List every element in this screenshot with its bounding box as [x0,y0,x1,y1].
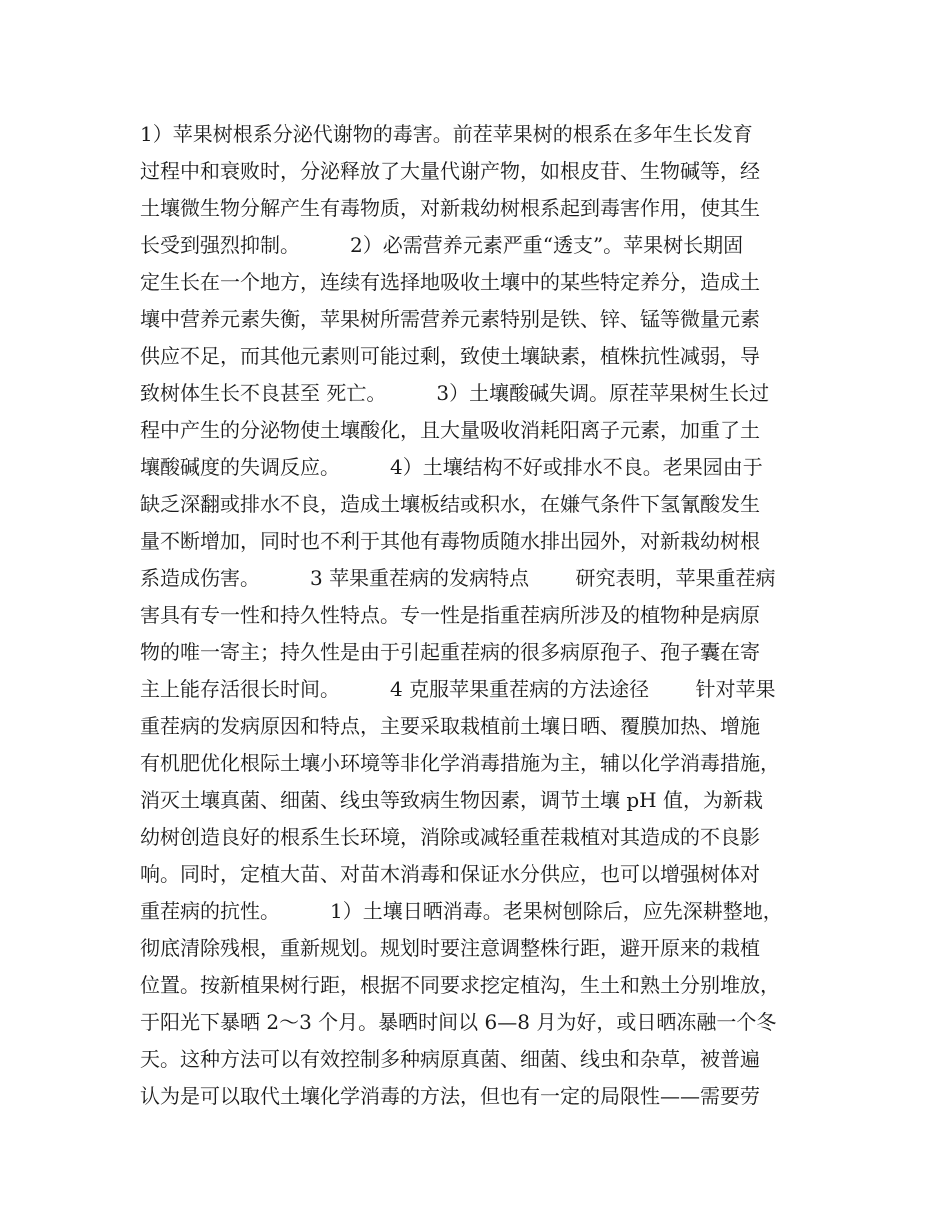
text-line: 土壤微生物分解产生有毒物质，对新栽幼树根系起到毒害作用，使其生 [140,196,760,220]
text-line: 供应不足，而其他元素则可能过剩，致使土壤缺素，植株抗性减弱，导 [140,344,760,368]
text-line: 于阳光下暴晒 2～3 个月。暴晒时间以 6—8 月为好，或日晒冻融一个冬 [140,1010,777,1034]
text-line: 天。这种方法可以有效控制多种病原真菌、细菌、线虫和杂草，被普遍 [140,1047,760,1071]
text-line: 位置。按新植果树行距，根据不同要求挖定植沟，生土和熟土分别堆放， [140,973,780,997]
text-line: 认为是可以取代土壤化学消毒的方法，但也有一定的局限性——需要劳 [140,1084,760,1108]
text-line: 害具有专一性和持久性特点。专一性是指重茬病所涉及的植物种是病原 [140,603,760,627]
text-line: 程中产生的分泌物使土壤酸化，且大量吸收消耗阳离子元素，加重了土 [140,418,760,442]
body-text [140,116,830,1115]
text-line: 过程中和衰败时，分泌释放了大量代谢产物，如根皮苷、生物碱等，经 [140,159,760,183]
text-line: 幼树创造良好的根系生长环境，消除或减轻重茬栽植对其造成的不良影 [140,825,760,849]
text-line: 有机肥优化根际土壤小环境等非化学消毒措施为主，辅以化学消毒措施， [140,751,780,775]
text-line: 壤酸碱度的失调反应。 4）土壤结构不好或排水不良。老果园由于 [140,455,763,479]
text-line: 物的唯一寄主；持久性是由于引起重茬病的很多病原孢子、孢子囊在寄 [140,640,760,664]
text-line: 重茬病的发病原因和特点，主要采取栽植前土壤日晒、覆膜加热、增施 [140,714,760,738]
text-line: 壤中营养元素失衡，苹果树所需营养元素特别是铁、锌、锰等微量元素 [140,307,760,331]
text-line: 系造成伤害。 3 苹果重茬病的发病特点 研究表明，苹果重茬病 [140,566,776,590]
text-line: 定生长在一个地方，连续有选择地吸收土壤中的某些特定养分，造成土 [140,270,760,294]
text-line: 响。同时，定植大苗、对苗木消毒和保证水分供应，也可以增强树体对 [140,862,760,886]
text-line: 量不断增加，同时也不利于其他有毒物质随水排出园外，对新栽幼树根 [140,529,760,553]
text-line: 致树体生长不良甚至 死亡。 3）土壤酸碱失调。原茬苹果树生长过 [140,381,770,405]
text-line: 1）苹果树根系分泌代谢物的毒害。前茬苹果树的根系在多年生长发育 [140,122,753,146]
text-line: 缺乏深翻或排水不良，造成土壤板结或积水，在嫌气条件下氢氰酸发生 [140,492,760,516]
text-line: 彻底清除残根，重新规划。规划时要注意调整株行距，避开原来的栽植 [140,936,760,960]
text-line: 消灭土壤真菌、细菌、线虫等致病生物因素，调节土壤 pH 值，为新栽 [140,788,763,812]
text-line: 长受到强烈抑制。 2）必需营养元素严重“透支”。苹果树长期固 [140,233,744,257]
text-line: 重茬病的抗性。 1）土壤日晒消毒。老果树刨除后，应先深耕整地， [140,899,783,923]
text-line: 主上能存活很长时间。 4 克服苹果重茬病的方法途径 针对苹果 [140,677,776,701]
